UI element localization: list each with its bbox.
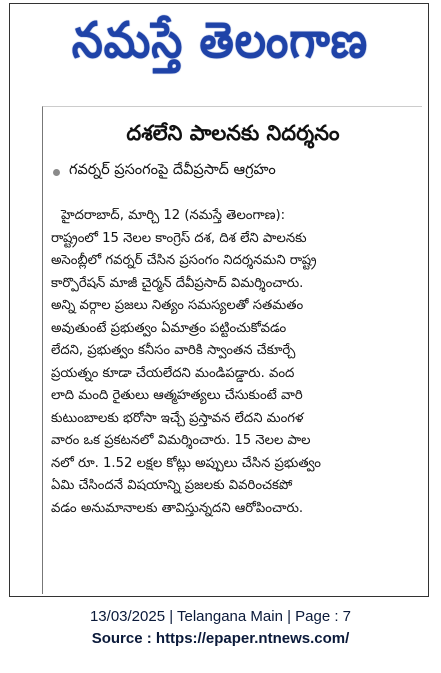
body-line: వారం ఒక ప్రకటనలో విమర్శించారు. 15 నెలల పాల [51, 433, 311, 448]
body-line: కార్పొరేషన్ మాజీ చైర్మన్ దేవీప్రసాద్ విమర్శించారు. [51, 275, 304, 291]
body-line: అసెంబ్లీలో గవర్నర్ చేసిన ప్రసంగం నిదర్శనమని రాష్ట్ర [51, 253, 317, 268]
clipping-frame [9, 3, 429, 597]
article-headline: దశలేని పాలనకు నిదర్శనం [126, 121, 340, 145]
bullet-icon [53, 169, 60, 176]
footer-source: Source : https://epaper.ntnews.com/ [91, 630, 350, 647]
article-subhead-text: గవర్నర్ ప్రసంగంపై దేవీప్రసాద్ ఆగ్రహం [69, 162, 276, 178]
body-line: లాది మంది రైతులు ఆత్మహత్యలు చేసుకుంటే వారి [51, 388, 303, 403]
body-line: వడం అనుమానాలకు తావిస్తున్నదని ఆరోపించారు. [51, 500, 304, 516]
body-line: హైదరాబాద్, మార్చి 12 (నమస్తే తెలంగాణ): [61, 208, 286, 223]
body-line: నలో రూ. 1.52 లక్షల కోట్లు అప్పులు చేసిన ప్రభుత్వం [51, 455, 321, 471]
footer-date-edition: 13/03/2025 | Telangana Main | Page : 7 [89, 608, 352, 625]
article [42, 106, 422, 594]
body-line: రాష్ట్రంలో 15 నెలల కాంగ్రెస్ దశ, దిశ లేని పాలనకు [51, 230, 307, 246]
body-line: లేదని, ప్రభుత్వం కనీసం వారికి స్వాంతన చేకూర్చే [51, 343, 296, 358]
masthead-logo [20, 12, 420, 82]
body-line: ప్రయత్నం కూడా చేయలేదని మండిపడ్డారు. వంద [51, 365, 295, 381]
body-line: కుటుంబాలకు భరోసా ఇచ్చే ప్రస్తావన లేదని మంగళ [51, 410, 304, 426]
body-line: అవుతుంటే ప్రభుత్వం ఏమాత్రం పట్టించుకోవడం [51, 320, 287, 336]
article-body [51, 205, 419, 520]
body-line: అన్ని వర్గాల ప్రజలు నిత్యం సమస్యలతో సతమతం [51, 298, 304, 313]
masthead-title: నమస్తే తెలంగాణ [71, 12, 369, 70]
body-line: ఏమి చేసిందనే విషయాన్ని ప్రజలకు వివరించకపో [51, 478, 293, 493]
article-subhead [53, 162, 423, 182]
